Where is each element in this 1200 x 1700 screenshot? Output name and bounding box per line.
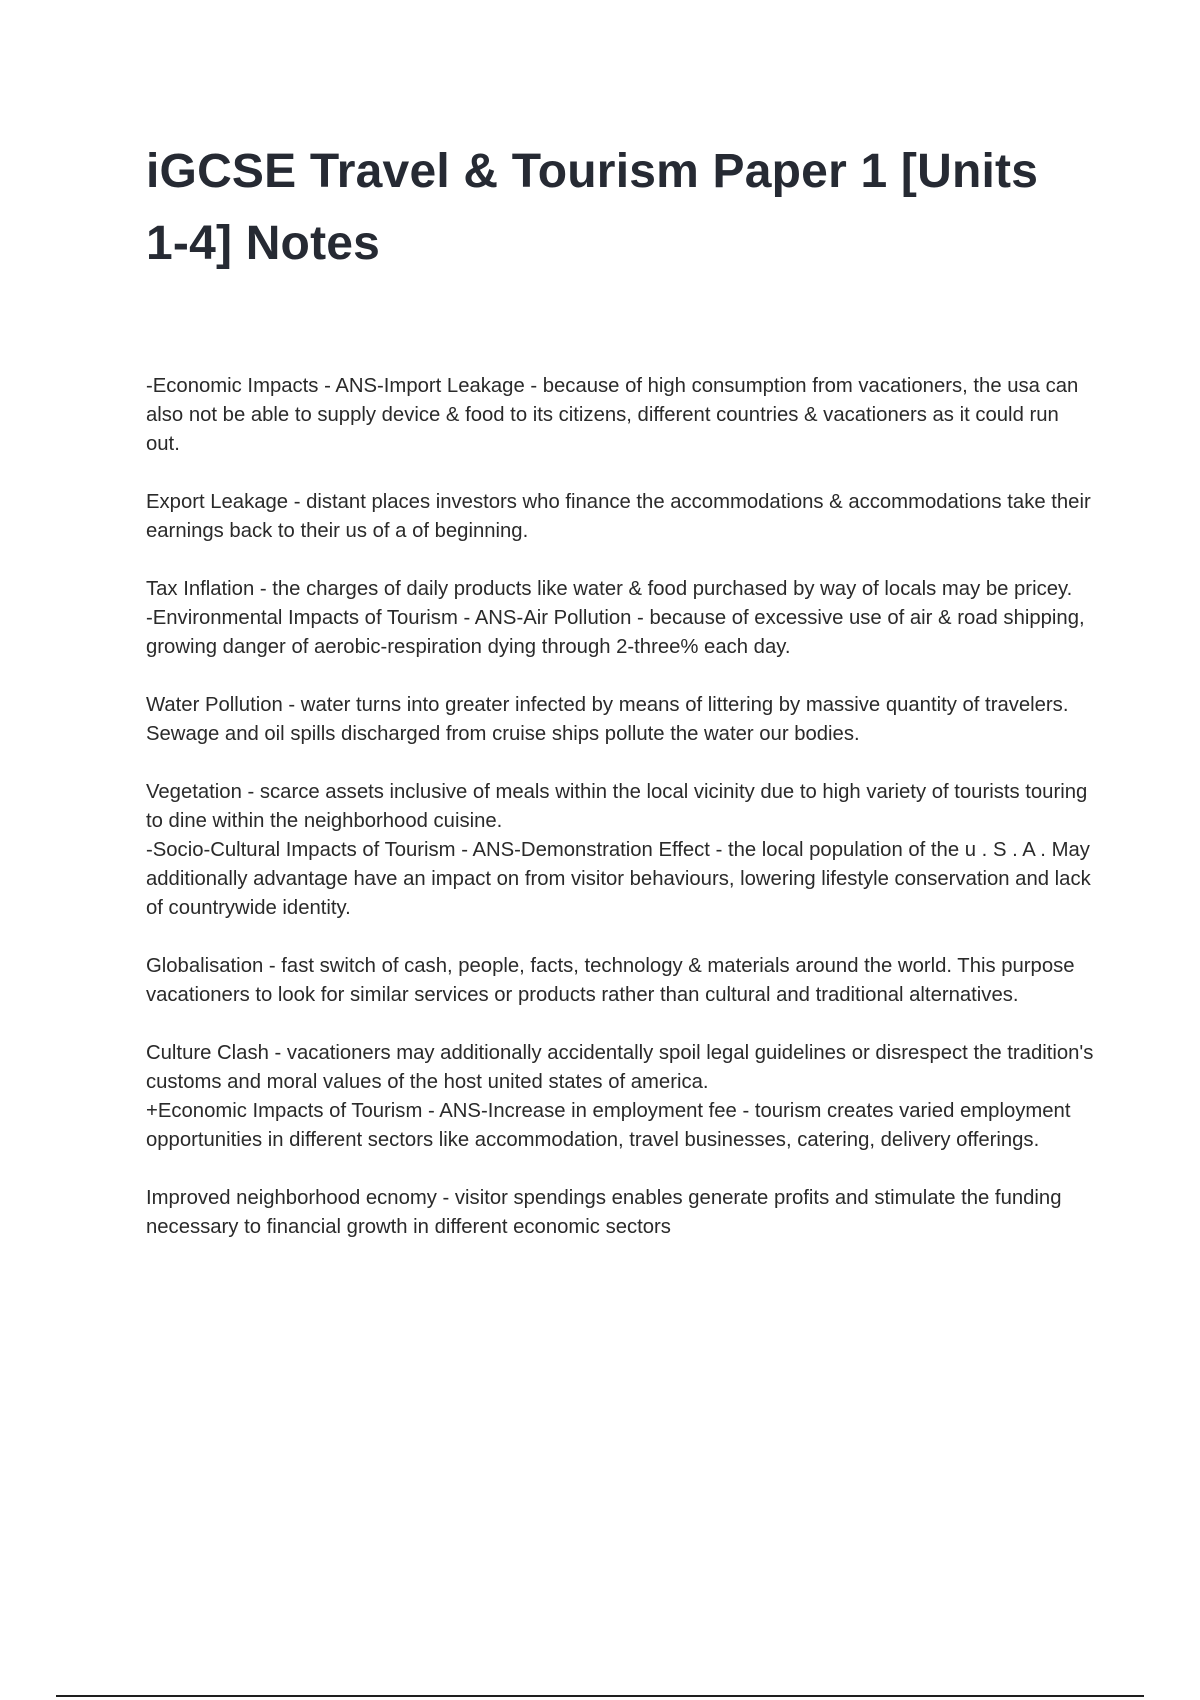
paragraph-socio-cultural-impacts: -Socio-Cultural Impacts of Tourism - ANS-Demonstration Effect - the local population of the u . S . A . May additionally advantage have an impact on from visitor behaviours, lowering lifestyle conservation and lack of countrywide identity.: [146, 839, 1091, 919]
paragraph-tax-inflation: Tax Inflation - the charges of daily products like water & food purchased by way of locals may be pricey.: [146, 578, 1073, 600]
paragraph-export-leakage: Export Leakage - distant places investors who finance the accommodations & accommodations take their earnings back to their us of a of beginning.: [146, 491, 1091, 542]
paragraph-improved-economy: Improved neighborhood ecnomy - visitor spendings enables generate profits and stimulate the funding necessary to financial growth in different economic sectors: [146, 1187, 1062, 1238]
paragraph-economic-impacts: -Economic Impacts - ANS-Import Leakage - because of high consumption from vacationers, the usa can also not be able to supply device & food to its citizens, different countries & vacationers as it could run out.: [146, 375, 1079, 455]
paragraph-vegetation: Vegetation - scarce assets inclusive of meals within the local vicinity due to high variety of tourists touring to dine within the neighborhood cuisine.: [146, 781, 1088, 832]
document-title: iGCSE Travel & Tourism Paper 1 [Units 1-4] Notes: [146, 145, 1039, 270]
paragraph-culture-clash: Culture Clash - vacationers may additionally accidentally spoil legal guidelines or disrespect the tradition's customs and moral values of the host united states of america.: [146, 1042, 1094, 1093]
document-body: [146, 372, 1096, 1271]
paragraph-globalisation: Globalisation - fast switch of cash, people, facts, technology & materials around the world. This purpose vacationers to look for similar services or products rather than cultural and traditional alternatives.: [146, 955, 1075, 1006]
paragraph-water-pollution: Water Pollution - water turns into greater infected by means of littering by massive quantity of travelers. Sewage and oil spills discharged from cruise ships pollute the water our bodies.: [146, 694, 1069, 745]
paragraph-positive-economic-impacts: +Economic Impacts of Tourism - ANS-Increase in employment fee - tourism creates varied employment opportunities in different sectors like accommodation, travel businesses, catering, delivery offerings.: [146, 1100, 1071, 1151]
paragraph-environmental-impacts: -Environmental Impacts of Tourism - ANS-Air Pollution - because of excessive use of air & road shipping, growing danger of aerobic-respiration dying through 2-three% each day.: [146, 607, 1085, 658]
footer-divider: [56, 1695, 1144, 1697]
